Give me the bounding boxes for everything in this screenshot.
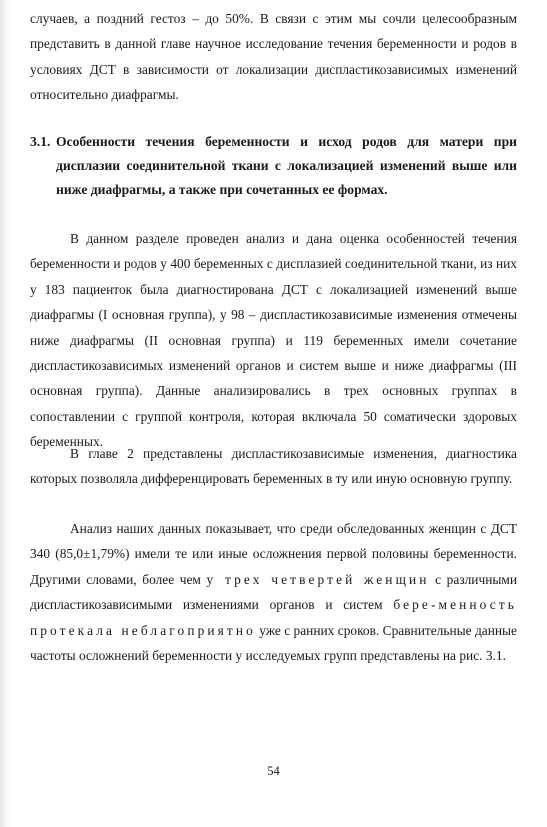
section-number: 3.1.: [30, 134, 51, 149]
emphasis-spaced-1: у трех четвертей женщин: [206, 571, 430, 587]
emphasis-spaced-2: бере-менность протекала неблагоприятно: [30, 597, 517, 638]
scan-shadow-edge: [0, 0, 10, 827]
body-paragraph-2: В главе 2 представлены диспластикозависимые изменения, диагностика которых позволяла дифференцировать беременных в ту или иную основную группу.: [30, 446, 517, 487]
section-title: Особенности течения беременности и исход родов для матери при дисплазии соединительной ткани с локализацией изменений выше или ниже диафрагмы, а также при сочетанных ее формах.: [56, 134, 517, 197]
body-paragraph-1: В данном разделе проведен анализ и дана оценка особенностей течения беременности и родов у 400 беременных с дисплазией соединительной ткани, из них у 183 пациенток была диагностирована ДСТ с локализацией изменений выше диафрагмы (I основная группа), у 98 – диспластикозависимые изменения отмечены ниже диафрагмы (II основная группа) и 119 беременных имели сочетание диспластикозависимых изменений органов и систем выше и ниже диафрагмы (III основная группа). Данные анализировались в трех основных группах в сопоставлении с группой контроля, которая включала 50 соматически здоровых беременных.: [30, 231, 517, 450]
continuation-paragraph: случаев, а поздний гестоз – до 50%. В связи с этим мы сочли целесообразным представить в данной главе научное исследование течения беременности и родов в условиях ДСТ в зависимости от локализации диспластикозависимых изменений относительно диафрагмы.: [30, 11, 517, 103]
body-paragraph-3: Анализ наших данных показывает, что среди обследованных женщин с ДСТ 340 (85,0±1,79%) имели те или иные осложнения первой половины беременности. Другими словами, более чем у трех четвертей женщин с различными диспластикозависимыми изменениями органов и систем бере-менность протекала неблагоприятно уже с ранних сроков. Сравнительные данные частоты осложнений беременности у исследуемых групп представлены на рис. 3.1.: [30, 521, 517, 664]
section-heading: [30, 130, 517, 202]
page-number: 54: [267, 764, 280, 778]
